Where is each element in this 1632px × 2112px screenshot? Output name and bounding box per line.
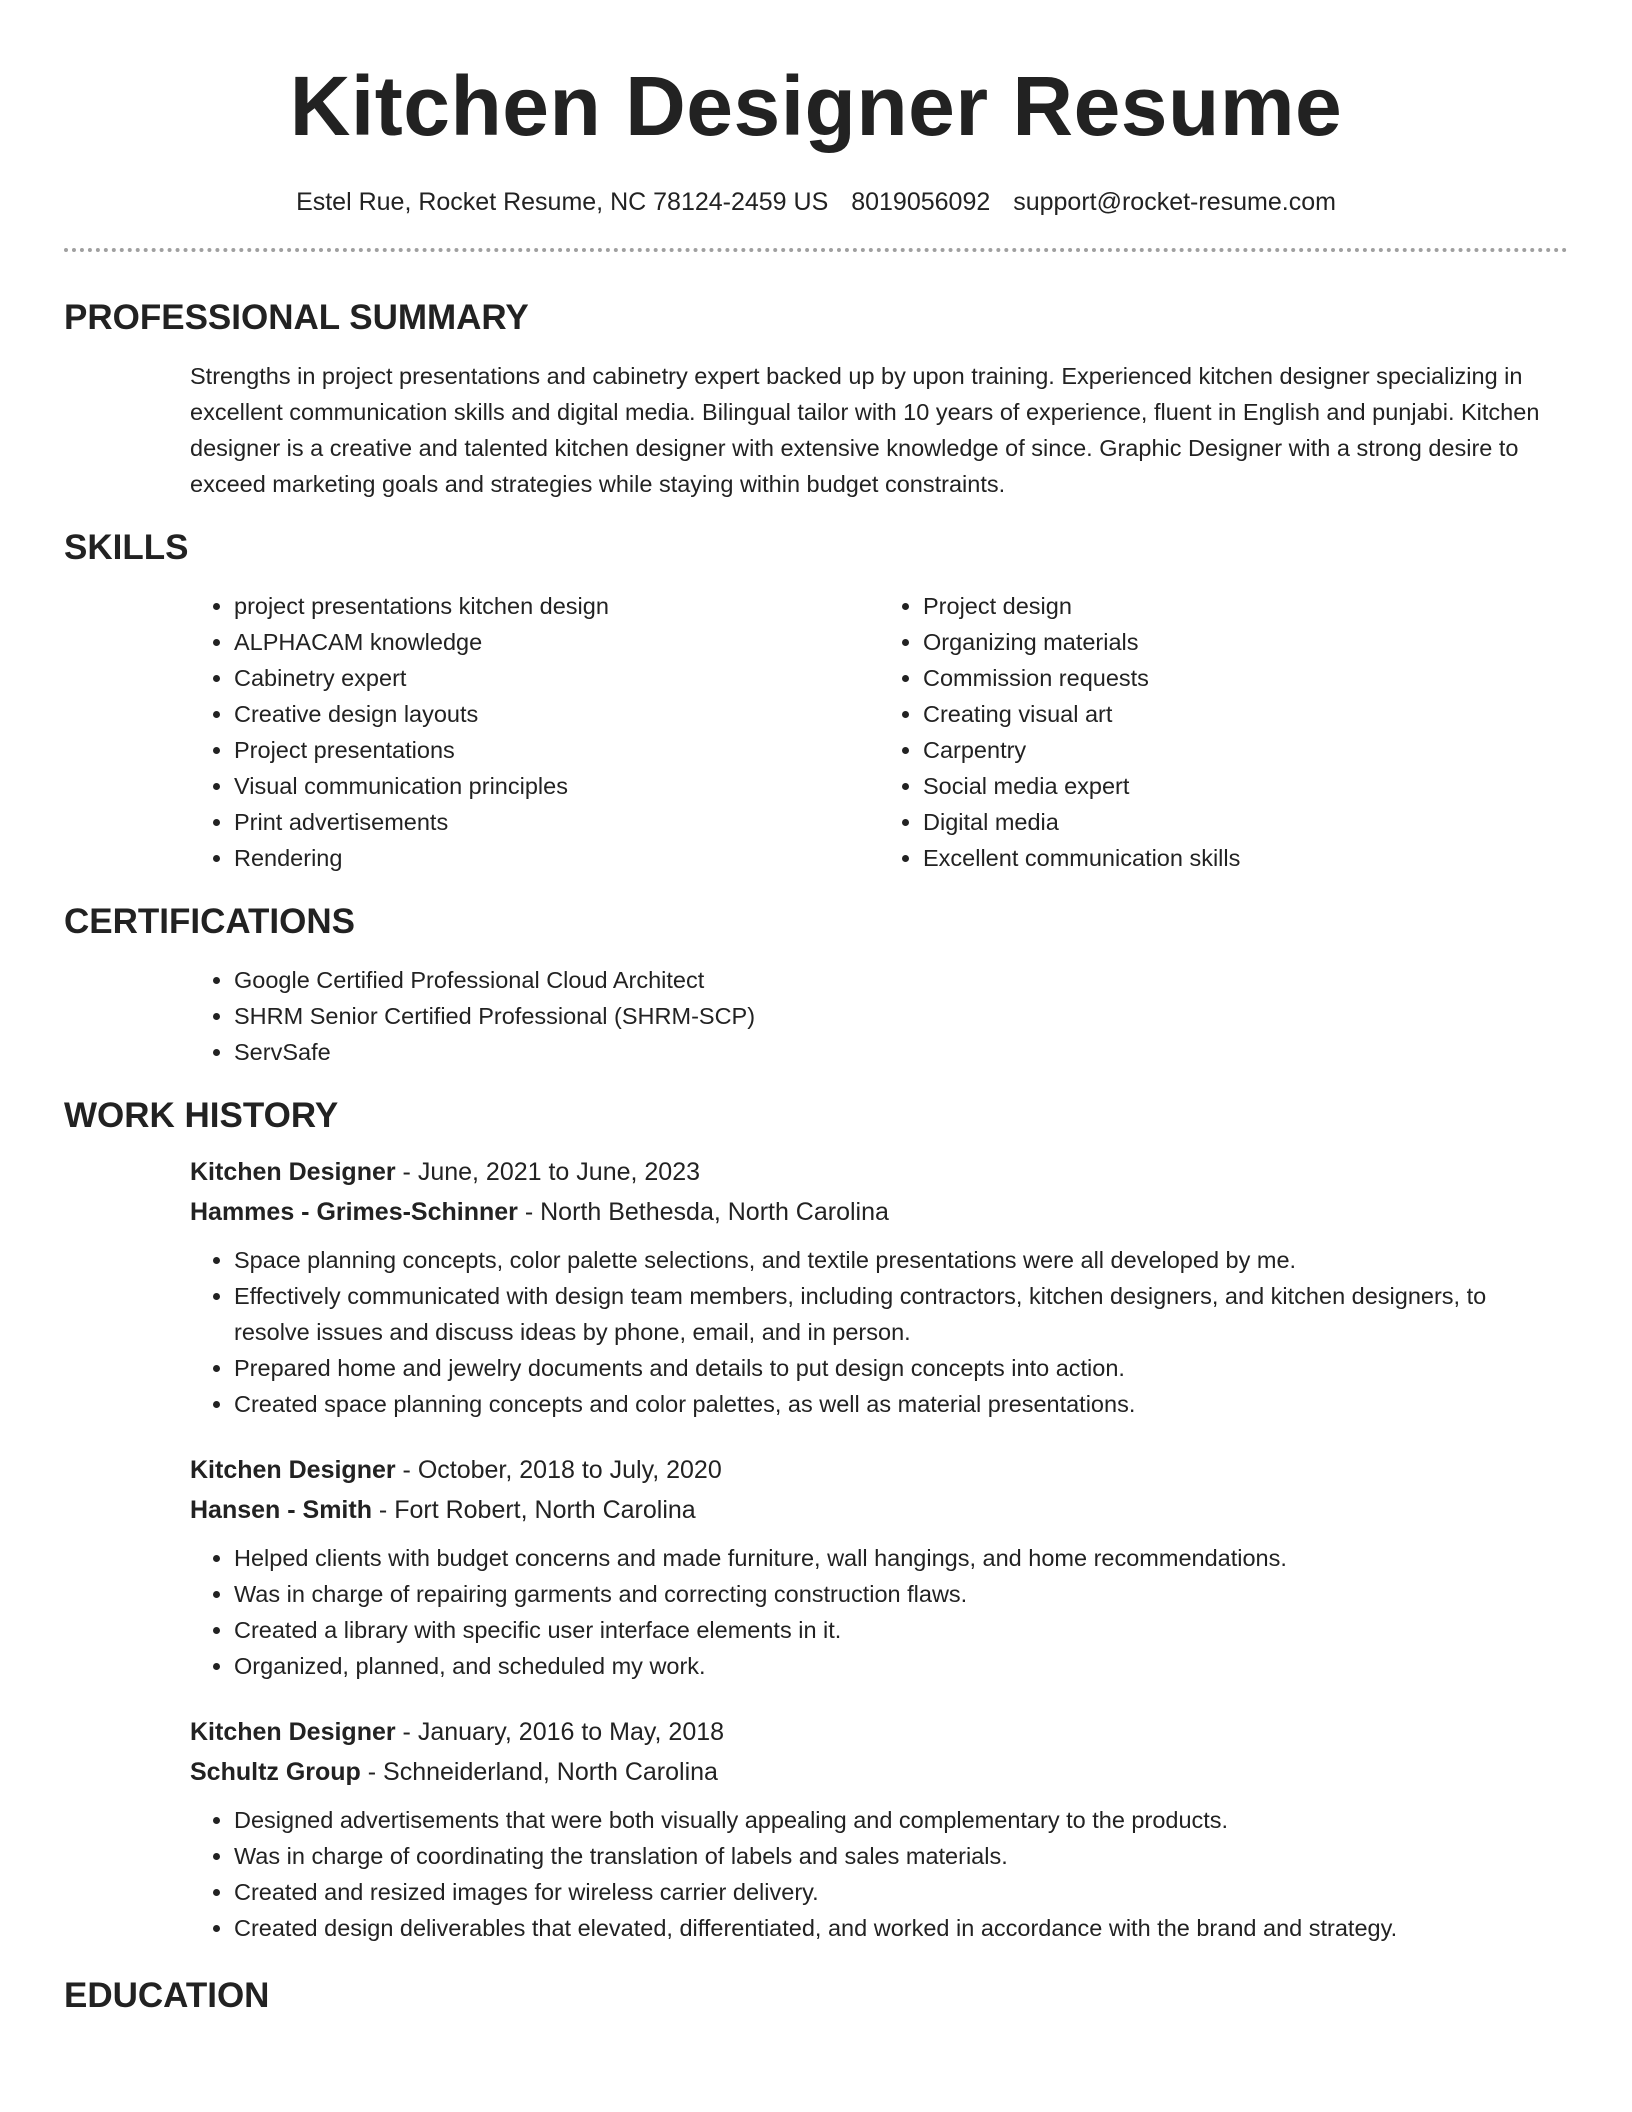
job-company-line <box>190 1490 1568 1530</box>
job-bullet: • Was in charge of coordinating the translation of labels and sales materials. <box>234 1838 1568 1874</box>
skill-item: • Social media expert <box>923 768 1568 804</box>
job-bullet: • Effectively communicated with design team members, including contractors, kitchen designers, and kitchen designers, to resolve issues and discuss ideas by phone, email, and in person. <box>234 1278 1568 1350</box>
skill-item: • Carpentry <box>923 732 1568 768</box>
job-bullet: • Helped clients with budget concerns and made furniture, wall hangings, and home recommendations. <box>234 1540 1568 1576</box>
job-dates: - January, 2016 to May, 2018 <box>395 1718 725 1746</box>
job-title-line <box>190 1712 1568 1752</box>
contact-email: support@rocket-resume.com <box>1013 188 1336 216</box>
skill-item: • ALPHACAM knowledge <box>234 624 879 660</box>
job-bullet: • Created space planning concepts and color palettes, as well as material presentations. <box>234 1386 1568 1422</box>
skill-item: • Creative design layouts <box>234 696 879 732</box>
job-title: Kitchen Designer <box>190 1456 396 1484</box>
job-company: Schultz Group <box>190 1758 361 1786</box>
job-bullet: • Space planning concepts, color palette selections, and textile presentations were all developed by me. <box>234 1242 1568 1278</box>
skill-item: • Digital media <box>923 804 1568 840</box>
skill-item: • Rendering <box>234 840 879 876</box>
job-company-line <box>190 1752 1568 1792</box>
skill-item: • Project design <box>923 588 1568 624</box>
job-bullets <box>190 1242 1568 1422</box>
job-bullet: • Created and resized images for wireless carrier delivery. <box>234 1874 1568 1910</box>
job-bullet: • Designed advertisements that were both visually appealing and complementary to the products. <box>234 1802 1568 1838</box>
job-location: - North Bethesda, North Carolina <box>517 1198 889 1226</box>
section-title-skills: SKILLS <box>64 528 189 567</box>
summary-text: Strengths in project presentations and cabinetry expert backed up by upon training. Experienced kitchen designer specializing in excellent communication skills and digital media. Bilingual tailor with 10 years of experience, fluent in English and punjabi. Kitchen designer is a creative and talented kitchen designer with extensive knowledge of since. Graphic Designer with a strong desire to exceed marketing goals and strategies while staying within budget constraints. <box>190 363 1540 497</box>
skill-item: • Visual communication principles <box>234 768 879 804</box>
job-bullet: • Created a library with specific user interface elements in it. <box>234 1612 1568 1648</box>
skill-item: • Creating visual art <box>923 696 1568 732</box>
job-entry <box>64 1712 1568 1946</box>
certification-item: • Google Certified Professional Cloud Architect <box>234 962 1568 998</box>
skill-item: • Project presentations <box>234 732 879 768</box>
job-dates: - October, 2018 to July, 2020 <box>395 1456 722 1484</box>
skill-item: • Excellent communication skills <box>923 840 1568 876</box>
job-company-line <box>190 1192 1568 1232</box>
skills-list <box>190 588 1568 876</box>
job-bullet: • Organized, planned, and scheduled my work. <box>234 1648 1568 1684</box>
skill-item: • Organizing materials <box>923 624 1568 660</box>
job-title-line <box>190 1152 1568 1192</box>
header-divider <box>64 248 1568 252</box>
skill-item: • project presentations kitchen design <box>234 588 879 624</box>
certification-item: • SHRM Senior Certified Professional (SHRM-SCP) <box>234 998 1568 1034</box>
job-entry <box>64 1450 1568 1684</box>
certification-item: • ServSafe <box>234 1034 1568 1070</box>
job-title: Kitchen Designer <box>190 1158 396 1186</box>
job-location: - Schneiderland, North Carolina <box>360 1758 718 1786</box>
job-bullets <box>190 1540 1568 1684</box>
section-title-summary: PROFESSIONAL SUMMARY <box>64 298 529 337</box>
job-company: Hansen - Smith <box>190 1496 372 1524</box>
job-bullets <box>190 1802 1568 1946</box>
contact-line <box>64 186 1568 218</box>
contact-phone: 8019056092 <box>851 188 991 216</box>
job-location: - Fort Robert, North Carolina <box>371 1496 696 1524</box>
job-title: Kitchen Designer <box>190 1718 396 1746</box>
skill-item: • Commission requests <box>923 660 1568 696</box>
job-entry <box>64 1152 1568 1422</box>
skills-column-right <box>879 588 1568 876</box>
skill-item: • Print advertisements <box>234 804 879 840</box>
skill-item: • Cabinetry expert <box>234 660 879 696</box>
job-company: Hammes - Grimes-Schinner <box>190 1198 518 1226</box>
job-bullet: • Was in charge of repairing garments and correcting construction flaws. <box>234 1576 1568 1612</box>
section-title-certifications: CERTIFICATIONS <box>64 902 356 941</box>
page-title: Kitchen Designer Resume <box>289 59 1343 153</box>
job-bullet: • Prepared home and jewelry documents and details to put design concepts into action. <box>234 1350 1568 1386</box>
skills-column-left <box>190 588 879 876</box>
job-title-line <box>190 1450 1568 1490</box>
job-dates: - June, 2021 to June, 2023 <box>395 1158 701 1186</box>
section-title-work-history: WORK HISTORY <box>64 1096 339 1135</box>
work-history <box>64 1152 1568 1946</box>
section-title-education: EDUCATION <box>64 1976 270 2015</box>
certifications-list <box>190 962 1568 1070</box>
contact-address: Estel Rue, Rocket Resume, NC 78124-2459 US <box>296 188 829 216</box>
job-bullet: • Created design deliverables that elevated, differentiated, and worked in accordance with the brand and strategy. <box>234 1910 1568 1946</box>
